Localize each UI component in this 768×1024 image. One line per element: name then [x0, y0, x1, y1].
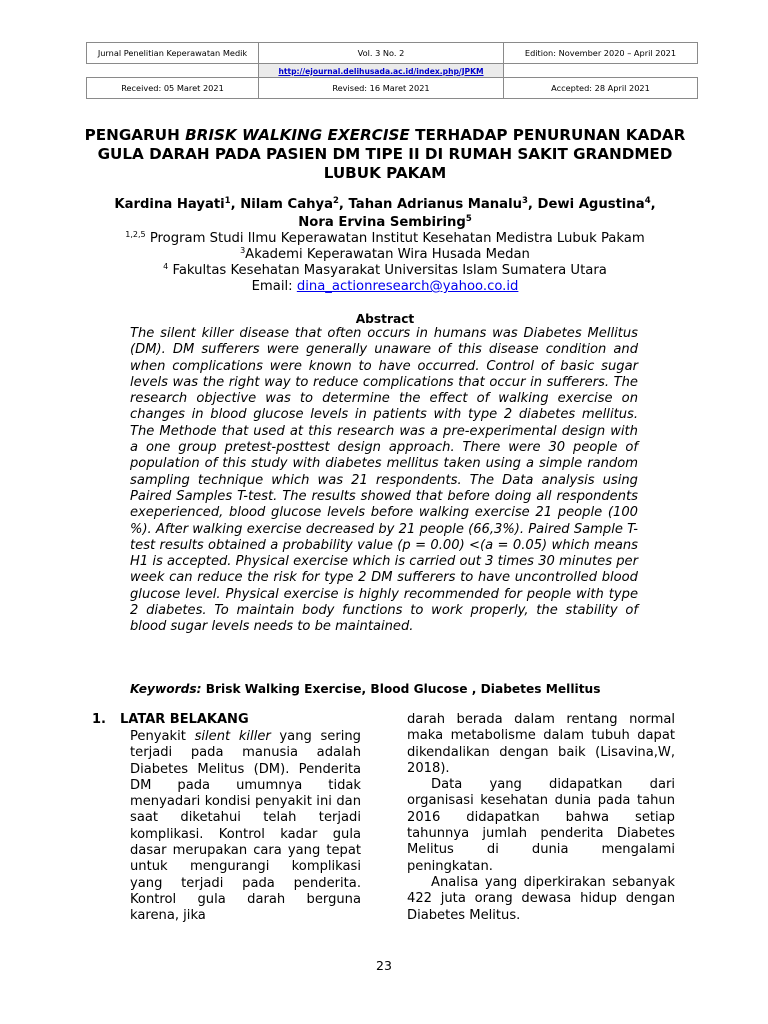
author-2	[240, 197, 348, 212]
body-column-right	[407, 712, 675, 924]
author-affil-sup: 3	[521, 196, 528, 206]
author-name: Nilam Cahya	[240, 197, 333, 212]
author-name: Nora Ervina Sembiring	[298, 215, 466, 230]
section-heading	[92, 712, 249, 727]
author-name: Kardina Hayati	[114, 197, 225, 212]
header-spacer-left	[87, 64, 259, 78]
author-affil-sup: 2	[332, 196, 339, 206]
abstract-heading: Abstract	[355, 312, 415, 326]
paper-title	[80, 126, 690, 183]
affiliation-text: Fakultas Kesehatan Masyarakat Universitas Islam Sumatera Utara	[168, 263, 607, 278]
paragraph	[130, 729, 361, 925]
text-run: Penyakit	[130, 729, 195, 744]
author-name: Tahan Adrianus Manalu	[348, 197, 522, 212]
revised-date: Revised: 16 Maret 2021	[259, 78, 504, 99]
author-separator: ,	[650, 197, 656, 212]
journal-url-link[interactable]: http://ejournal.delihusada.ac.id/index.php/JPKM	[278, 66, 484, 76]
keywords-label: Keywords:	[130, 682, 202, 696]
affiliation-2	[60, 247, 710, 263]
title-part-3: TERHADAP PENURUNAN KADAR GULA DARAH PADA PASIEN DM TIPE II DI RUMAH SAKIT GRANDMED LUBUK PAKAM	[97, 126, 686, 182]
abstract-text: The silent killer disease that often occurs in humans was Diabetes Mellitus (DM). DM sufferers were generally unaware of this disease condition and when complications were known to have occurred. Control of basic sugar levels was the right way to reduce complications that occur in sufferers. The research objective was to determine the effect of walking exercise on changes in blood glucose levels in patients with type 2 diabetes mellitus. The Methode that used at this research was a pre-experimental design with a one group pretest-posttest design approach. There were 30 people of population of this study with diabetes mellitus taken using a simple random sampling technique which was 21 respondents. The Data analysis using Paired Samples T-test. The results showed that before doing all respondents exeperienced, blood glucose levels before walking exercise 21 people (100 %). After walking exercise decreased by 21 people (66,3%). Paired Sample T- test results obtained a probability value (p = 0.00) <(a = 0.05) which means H1 is accepted. Physical exercise which is carried out 3 times 30 minutes per week can reduce the risk for type 2 DM sufferers to have uncontrolled blood glucose level. Physical exercise is highly recommended for people with type 2 diabetes. To maintain body functions to work properly, the stability of blood sugar levels needs to be maintained.	[130, 326, 638, 635]
email-link[interactable]: dina_actionresearch@yahoo.co.id	[296, 279, 519, 294]
contact-email-line	[60, 279, 710, 295]
author-5	[298, 215, 472, 230]
author-list	[80, 196, 690, 232]
email-label: Email:	[251, 279, 297, 294]
page-number: 23	[376, 958, 392, 973]
title-part-italic: BRISK WALKING EXERCISE	[185, 126, 410, 144]
body-column-left	[130, 729, 361, 925]
section-title: LATAR BELAKANG	[120, 712, 249, 727]
journal-volume: Vol. 3 No. 2	[259, 43, 504, 64]
author-3	[349, 197, 538, 212]
received-date: Received: 05 Maret 2021	[87, 78, 259, 99]
author-affil-sup: 4	[644, 196, 651, 206]
author-affil-sup: 5	[465, 214, 472, 224]
keywords-line	[130, 682, 690, 696]
affiliation-1	[60, 231, 710, 247]
affiliation-text: Program Studi Ilmu Keperawatan Institut Kesehatan Medistra Lubuk Pakam	[145, 231, 645, 246]
author-4	[538, 197, 656, 212]
affiliation-3	[60, 263, 710, 279]
journal-name: Jurnal Penelitian Keperawatan Medik	[87, 43, 259, 64]
affiliation-sup: 4	[163, 262, 169, 271]
affiliation-sup: 1,2,5	[125, 230, 146, 239]
paragraph: Analisa yang diperkirakan sebanyak 422 juta orang dewasa hidup dengan Diabetes Melitus.	[407, 874, 675, 923]
author-name: Dewi Agustina	[537, 197, 645, 212]
keywords-text: Brisk Walking Exercise, Blood Glucose , Diabetes Mellitus	[201, 682, 601, 696]
affiliation-sup: 3	[240, 246, 246, 255]
affiliation-text: Akademi Keperawatan Wira Husada Medan	[245, 247, 530, 262]
author-separator: ,	[338, 197, 349, 212]
journal-edition: Edition: November 2020 – April 2021	[504, 43, 698, 64]
title-part-1: PENGARUH	[84, 126, 186, 144]
paragraph: Data yang didapatkan dari organisasi kesehatan dunia pada tahun 2016 didapatkan bahwa setiap tahunnya jumlah penderita Diabetes Melitus di dunia mengalami peningkatan.	[407, 777, 675, 874]
text-run: yang sering terjadi pada manusia adalah Diabetes Melitus (DM). Penderita DM pada umumnya tidak menyadari kondisi penyakit ini dan saat diketahui telah terjadi komplikasi. Kontrol kadar gula dasar merupakan cara yang tepat untuk mengurangi komplikasi yang terjadi pada penderita. Kontrol gula darah berguna karena, jika	[130, 729, 361, 924]
section-number: 1.	[92, 712, 106, 727]
paragraph: darah berada dalam rentang normal maka metabolisme dalam tubuh dapat dikendalikan dengan baik (Lisavina,W, 2018).	[407, 712, 675, 776]
author-affil-sup: 1	[224, 196, 231, 206]
italic-term: silent killer	[194, 729, 271, 744]
header-spacer-right	[504, 64, 698, 78]
journal-url-cell	[259, 64, 504, 78]
author-separator: ,	[230, 197, 241, 212]
author-1	[114, 197, 240, 212]
journal-header-table	[86, 42, 698, 99]
author-separator: ,	[527, 197, 538, 212]
affiliation-list	[60, 231, 710, 295]
accepted-date: Accepted: 28 April 2021	[504, 78, 698, 99]
